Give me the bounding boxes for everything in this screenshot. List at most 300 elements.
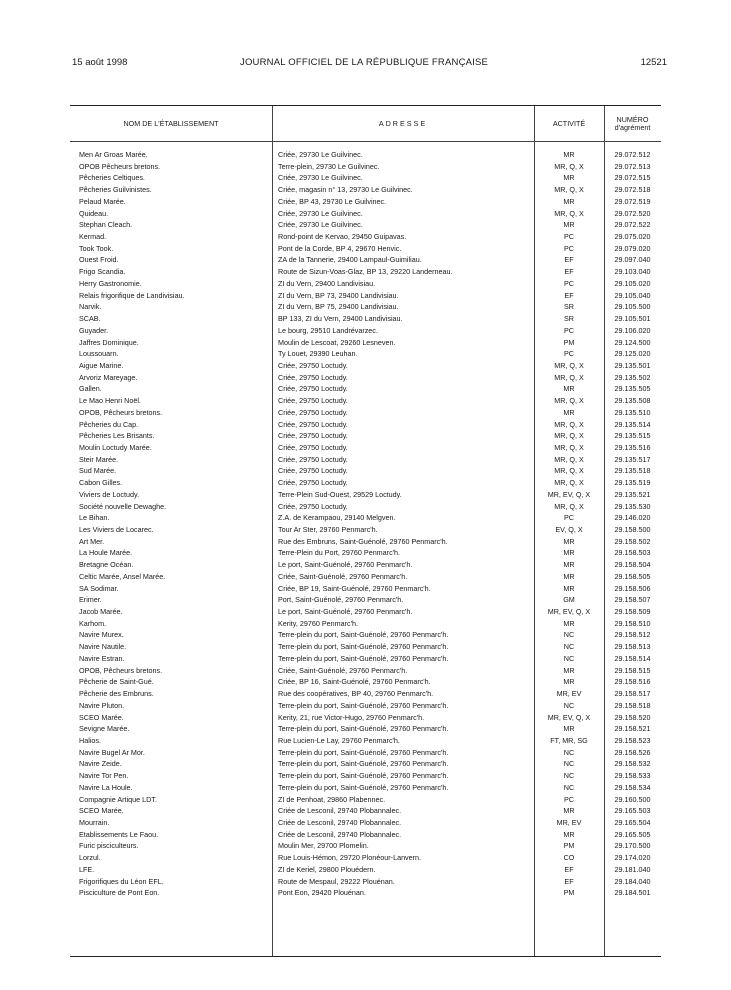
establishment-address: ZA de la Tannerie, 29400 Lampaul-Guimiliau. [278, 255, 422, 265]
establishment-name: Viviers de Loctudy. [79, 489, 140, 499]
establishment-name: Frigorifiques du Léon EFL. [79, 876, 164, 886]
establishment-activity: SR [564, 314, 574, 324]
establishment-activity: MR [563, 150, 575, 159]
table-row [70, 547, 661, 559]
establishment-activity: NC [563, 653, 575, 663]
approval-number: 29.072.520 [614, 208, 651, 218]
approval-number: 29.158.514 [614, 653, 651, 663]
table-row [70, 219, 661, 231]
table-row [70, 758, 661, 770]
table-row [70, 290, 661, 302]
table-row [70, 254, 661, 266]
table-row [70, 430, 661, 442]
establishment-name: Bretagne Océan. [79, 560, 134, 570]
establishment-address: Criée, 29750 Loctudy. [278, 442, 348, 452]
establishment-activity: PC [564, 794, 574, 804]
table-row [70, 817, 661, 829]
table-row [70, 196, 661, 208]
establishment-name: Men Ar Groas Marée. [79, 150, 148, 159]
establishment-address: Rue des Embruns, Saint-Guénolé, 29760 Penmarc'h. [278, 536, 448, 546]
establishment-address: Criée, 29750 Loctudy. [278, 384, 348, 394]
column-header-nom: NOM DE L'ÉTABLISSEMENT [123, 118, 219, 128]
establishment-activity: MR [563, 829, 575, 839]
establishment-activity: MR [563, 571, 575, 581]
establishment-address: Moulin de Lescoat, 29260 Lesneven. [278, 337, 396, 347]
establishment-name: Karhom. [79, 618, 107, 628]
establishment-name: Pêcheries Celtiques. [79, 173, 145, 183]
establishment-name: Le Mao Henri Noël. [79, 396, 141, 406]
establishment-name: Navire La Houle. [79, 782, 133, 792]
approval-number: 29.146.020 [614, 513, 651, 523]
establishment-address: BP 133, ZI du Vern, 29400 Landivisiau. [278, 314, 403, 324]
establishment-activity: EF [564, 267, 574, 277]
establishment-address: Kerity, 29760 Penmarc'h. [278, 618, 358, 628]
approval-number: 29.072.515 [614, 173, 651, 183]
establishment-name: Navire Bugel Ar Mor. [79, 747, 145, 757]
table-row [70, 782, 661, 794]
column-header-numero-line1: NUMÉRO [616, 114, 649, 124]
establishment-name: Sevigne Marée. [79, 724, 130, 734]
table-row [70, 712, 661, 724]
establishment-address: Criée, BP 19, Saint-Guénolé, 29760 Penmarc'h. [278, 583, 431, 593]
establishment-activity: NC [563, 771, 575, 781]
establishment-activity: PC [564, 325, 574, 335]
approval-number: 29.072.518 [614, 185, 651, 195]
approval-number: 29.072.519 [614, 196, 651, 206]
approval-number: 29.072.513 [614, 161, 651, 171]
establishment-address: Criée, Saint-Guénolé, 29760 Penmarc'h. [278, 665, 408, 675]
approval-number: 29.135.516 [614, 442, 651, 452]
table-row [70, 243, 661, 255]
establishment-address: Terre-plein du port, Saint-Guénolé, 29760 Penmarc'h. [278, 759, 449, 769]
establishment-address: Terre-plein du port, Saint-Guénolé, 29760 Penmarc'h. [278, 724, 449, 734]
establishment-name: Art Mer. [79, 536, 105, 546]
table-row [70, 594, 661, 606]
establishment-activity: MR [563, 407, 575, 417]
table-row [70, 383, 661, 395]
establishment-name: Pêcherie de Saint-Gué. [79, 677, 154, 687]
establishment-activity: PM [563, 888, 575, 898]
establishment-activity: PC [564, 232, 574, 242]
approval-number: 29.135.518 [614, 466, 651, 476]
approval-number: 29.105.040 [614, 290, 651, 300]
establishment-name: OPOB Pêcheurs bretons. [79, 161, 161, 171]
establishment-address: Port, Saint-Guénolé, 29760 Penmarc'h. [278, 595, 404, 605]
establishment-activity: MR [563, 560, 575, 570]
establishment-address: Terre-plein du port, Saint-Guénolé, 29760 Penmarc'h. [278, 630, 449, 640]
table-row [70, 208, 661, 220]
approval-number: 29.135.502 [614, 372, 651, 382]
establishment-address: Terre-Plein du Port, 29760 Penmarc'h. [278, 548, 401, 558]
header-page-number: 12521 [640, 57, 667, 68]
establishment-address: Rue Lucien-Le Lay, 29760 Penmarc'h. [278, 735, 400, 745]
table-row [70, 747, 661, 759]
column-header-numero-line2: d'agrément [614, 122, 651, 132]
establishment-activity: MR [563, 618, 575, 628]
table-row [70, 301, 661, 313]
establishment-name: Pêcheries du Cap. [79, 419, 139, 429]
table-row [70, 700, 661, 712]
approval-number: 29.165.503 [614, 806, 651, 816]
establishment-address: Criée, BP 43, 29730 Le Guilvinec. [278, 196, 387, 206]
approval-number: 29.079.020 [614, 243, 651, 253]
table-row [70, 805, 661, 817]
table-row [70, 852, 661, 864]
establishment-activity: FT, MR, SG [550, 735, 588, 745]
establishment-address: Criée, 29730 Le Guilvinec. [278, 173, 363, 183]
establishment-name: Pêcherie des Embruns. [79, 689, 154, 699]
establishment-address: Terre-plein du port, Saint-Guénolé, 29760 Penmarc'h. [278, 782, 449, 792]
establishment-name: Navire Murex. [79, 630, 124, 640]
approval-number: 29.135.501 [614, 360, 651, 370]
establishment-activity: MR [563, 583, 575, 593]
establishment-activity: MR, EV, Q, X [547, 489, 591, 499]
establishment-address: Z.A. de Kerampaou, 29140 Melgven. [278, 513, 396, 523]
approval-number: 29.158.517 [614, 689, 651, 699]
establishment-name: Pisciculture de Pont Eon. [79, 888, 160, 898]
establishment-address: Criée, 29750 Loctudy. [278, 454, 348, 464]
establishment-address: Terre-plein, 29730 Le Guilvinec. [278, 161, 380, 171]
establishment-activity: NC [563, 642, 575, 652]
approval-number: 29.158.509 [614, 607, 651, 617]
establishment-activity: MR [563, 548, 575, 558]
approval-number: 29.135.521 [614, 489, 651, 499]
establishment-address: Criée, 29750 Loctudy. [278, 407, 348, 417]
approval-number: 29.160.500 [614, 794, 651, 804]
establishment-address: ZI du Vern, BP 75, 29400 Landivisiau. [278, 302, 399, 312]
approval-number: 29.158.503 [614, 548, 651, 558]
table-row [70, 278, 661, 290]
table-row [70, 606, 661, 618]
table-row [70, 876, 661, 888]
establishment-name: LFE. [79, 864, 95, 874]
establishment-address: Criée, 29730 Le Guilvinec. [278, 208, 363, 218]
table-row [70, 512, 661, 524]
establishment-name: Navire Nautile. [79, 642, 127, 652]
table-row [70, 536, 661, 548]
establishment-activity: MR, Q, X [554, 478, 584, 488]
approval-number: 29.135.530 [614, 501, 651, 511]
approval-number: 29.170.500 [614, 841, 651, 851]
establishment-address: Route de Sizun-Voas-Glaz, BP 13, 29220 Landerneau. [278, 267, 453, 277]
establishment-activity: MR, EV, Q, X [547, 607, 591, 617]
table-row [70, 665, 661, 677]
establishment-name: Pelaud Marée. [79, 196, 126, 206]
establishment-name: Cabon Gilles. [79, 478, 123, 488]
establishment-name: Guyader. [79, 325, 109, 335]
establishment-name: Kermad. [79, 232, 107, 242]
establishment-address: Rue des coopératives, BP 40, 29760 Penmarc'h. [278, 689, 434, 699]
establishment-activity: NC [563, 747, 575, 757]
column-header-activite: ACTIVITÉ [552, 118, 586, 128]
approval-number: 29.165.505 [614, 829, 651, 839]
establishment-activity: MR, Q, X [554, 161, 584, 171]
header-journal-title: JOURNAL OFFICIEL DE LA RÉPUBLIQUE FRANÇAISE [240, 57, 489, 68]
establishment-address: Terre-Plein Sud-Ouest, 29529 Loctudy. [278, 489, 402, 499]
establishment-name: Aigue Marine. [79, 360, 124, 370]
table-row [70, 770, 661, 782]
table-row [70, 337, 661, 349]
establishment-activity: MR [563, 196, 575, 206]
table-body [70, 149, 661, 899]
establishment-address: Kerity, 21, rue Victor-Hugo, 29760 Penmarc'h. [278, 712, 425, 722]
establishment-name: Narvik. [79, 302, 102, 312]
establishment-name: Jaffres Dominique. [79, 337, 139, 347]
establishment-name: Frigo Scandia. [79, 267, 126, 277]
establishment-address: ZI du Vern, 29400 Landivisiau. [278, 278, 376, 288]
approval-number: 29.158.512 [614, 630, 651, 640]
establishment-address: Criée de Lesconil, 29740 Plobannalec. [278, 817, 402, 827]
establishment-address: Criée de Lesconil, 29740 Plobannalec. [278, 829, 402, 839]
table-row [70, 735, 661, 747]
table-row [70, 184, 661, 196]
establishment-activity: PM [563, 337, 575, 347]
establishment-activity: NC [563, 759, 575, 769]
establishment-name: Furic pisciculteurs. [79, 841, 139, 851]
establishment-address: Criée, 29750 Loctudy. [278, 372, 348, 382]
establishment-activity: MR, Q, X [554, 396, 584, 406]
approval-number: 29.158.506 [614, 583, 651, 593]
establishment-address: Terre-plein du port, Saint-Guénolé, 29760 Penmarc'h. [278, 747, 449, 757]
approval-number: 29.158.510 [614, 618, 651, 628]
table-row [70, 501, 661, 513]
column-header-numero [604, 106, 661, 141]
establishment-name: Jacob Marée. [79, 607, 123, 617]
establishment-activity: MR, Q, X [554, 419, 584, 429]
establishment-address: Terre-plein du port, Saint-Guénolé, 29760 Penmarc'h. [278, 653, 449, 663]
approval-number: 29.158.521 [614, 724, 651, 734]
establishment-address: Criée, 29750 Loctudy. [278, 501, 348, 511]
establishment-address: Rond-point de Kervao, 29450 Guipavas. [278, 232, 407, 242]
establishment-address: Terre-plein du port, Saint-Guénolé, 29760 Penmarc'h. [278, 700, 449, 710]
table-row [70, 407, 661, 419]
establishment-name: Mourrain. [79, 817, 110, 827]
table-row [70, 618, 661, 630]
establishment-name: OPOB, Pêcheurs bretons. [79, 665, 163, 675]
establishment-activity: PC [564, 349, 574, 359]
establishment-activity: MR, Q, X [554, 208, 584, 218]
establishment-address: Le bourg, 29510 Landrévarzec. [278, 325, 378, 335]
approval-number: 29.103.040 [614, 267, 651, 277]
approval-number: 29.158.515 [614, 665, 651, 675]
establishment-address: Criée, 29730 Le Guilvinec. [278, 220, 363, 230]
establishment-name: Etablissements Le Faou. [79, 829, 159, 839]
approval-number: 29.158.532 [614, 759, 651, 769]
establishment-activity: MR, Q, X [554, 185, 584, 195]
establishment-name: Moulin Loctudy Marée. [79, 442, 152, 452]
table-row [70, 864, 661, 876]
table-row [70, 360, 661, 372]
approval-number: 29.158.513 [614, 642, 651, 652]
establishment-activity: MR, Q, X [554, 360, 584, 370]
establishment-address: ZI de Penhoat, 29860 Plabennec. [278, 794, 386, 804]
header-date: 15 août 1998 [72, 57, 128, 68]
establishment-address: Criée, 29750 Loctudy. [278, 466, 348, 476]
approval-number: 29.158.520 [614, 712, 651, 722]
establishment-activity: MR, Q, X [554, 466, 584, 476]
approval-number: 29.135.510 [614, 407, 651, 417]
table-row [70, 794, 661, 806]
establishment-activity: GM [563, 595, 575, 605]
approval-number: 29.158.534 [614, 782, 651, 792]
establishment-activity: EF [564, 290, 574, 300]
table-row [70, 641, 661, 653]
table-row [70, 676, 661, 688]
table-row [70, 348, 661, 360]
establishment-address: Tour Ar Ster, 29760 Penmarc'h. [278, 525, 378, 534]
establishment-address: Route de Mespaul, 29222 Plouénan. [278, 876, 395, 886]
establishment-activity: NC [563, 630, 575, 640]
establishment-address: Criée, 29750 Loctudy. [278, 360, 348, 370]
table-row [70, 688, 661, 700]
establishment-activity: PC [564, 278, 574, 288]
establishment-activity: MR [563, 677, 575, 687]
establishment-name: Quideau. [79, 208, 109, 218]
establishment-address: Criée, 29750 Loctudy. [278, 396, 348, 406]
establishment-activity: MR [563, 173, 575, 183]
approval-number: 29.125.020 [614, 349, 651, 359]
approval-number: 29.184.501 [614, 888, 651, 898]
establishment-address: Criée de Lesconil, 29740 Plobannalec. [278, 806, 402, 816]
establishment-address: Criée, 29750 Loctudy. [278, 478, 348, 488]
establishment-name: Ouest Froid. [79, 255, 119, 265]
establishment-name: Gallen. [79, 384, 102, 394]
approval-number: 29.072.522 [614, 220, 651, 230]
establishment-activity: SR [564, 302, 574, 312]
establishment-address: ZI du Vern, BP 73, 29400 Landivisiau. [278, 290, 399, 300]
establishment-address: Le port, Saint-Guénolé, 29760 Penmarc'h. [278, 560, 413, 570]
table-row [70, 419, 661, 431]
table-row [70, 571, 661, 583]
establishment-address: Criée, magasin n° 13, 29730 Le Guilvinec. [278, 185, 413, 195]
establishment-address: Criée, 29750 Loctudy. [278, 419, 348, 429]
table-row [70, 231, 661, 243]
establishment-address: Criée, 29750 Loctudy. [278, 431, 348, 441]
establishment-name: Lorzul. [79, 853, 101, 863]
establishment-activity: MR [563, 724, 575, 734]
establishment-activity: MR, Q, X [554, 431, 584, 441]
table-row [70, 477, 661, 489]
establishment-name: Relais frigorifique de Landivisiau. [79, 290, 185, 300]
establishment-activity: MR [563, 536, 575, 546]
approval-number: 29.097.040 [614, 255, 651, 265]
establishment-name: Navire Estran. [79, 653, 125, 663]
establishment-name: Navire Pluton. [79, 700, 125, 710]
establishment-address: ZI de Keriel, 29800 Plouédern. [278, 864, 376, 874]
approval-number: 29.158.516 [614, 677, 651, 687]
approval-number: 29.135.519 [614, 478, 651, 488]
establishment-address: Criée, BP 16, Saint-Guénolé, 29760 Penmarc'h. [278, 677, 431, 687]
establishment-activity: PC [564, 513, 574, 523]
establishment-name: SA Sodimar. [79, 583, 119, 593]
table-row [70, 172, 661, 184]
table-row [70, 161, 661, 173]
approval-number: 29.135.505 [614, 384, 651, 394]
establishment-name: Compagnie Artique LDT. [79, 794, 157, 804]
establishment-name: Took Took. [79, 243, 114, 253]
establishment-name: Stephan Cleach. [79, 220, 133, 230]
table-row [70, 653, 661, 665]
establishment-activity: EF [564, 864, 574, 874]
table-row [70, 372, 661, 384]
establishment-name: SCEO Marée. [79, 712, 124, 722]
establishment-address: Terre-plein du port, Saint-Guénolé, 29760 Penmarc'h. [278, 771, 449, 781]
establishment-name: Arvoriz Mareyage. [79, 372, 138, 382]
table-row [70, 266, 661, 278]
table-row [70, 840, 661, 852]
approval-number: 29.165.504 [614, 817, 651, 827]
establishment-activity: MR, EV [556, 817, 582, 827]
table-row [70, 583, 661, 595]
table-row [70, 559, 661, 571]
establishment-activity: MR [563, 665, 575, 675]
approval-number: 29.105.500 [614, 302, 651, 312]
establishment-address: Pont Eon, 29420 Plouénan. [278, 888, 366, 898]
establishment-address: Pont de la Corde, BP 4, 29670 Henvic. [278, 243, 402, 253]
approval-number: 29.105.020 [614, 278, 651, 288]
approval-number: 29.075.020 [614, 232, 651, 242]
establishments-table [70, 105, 661, 957]
establishment-activity: PC [564, 243, 574, 253]
establishment-name: La Houle Marée. [79, 548, 133, 558]
table-row [70, 395, 661, 407]
approval-number: 29.158.504 [614, 560, 651, 570]
approval-number: 29.174.020 [614, 853, 651, 863]
establishment-name: Navire Zeide. [79, 759, 122, 769]
establishment-activity: PM [563, 841, 575, 851]
establishment-activity: MR, EV [556, 689, 582, 699]
establishment-activity: NC [563, 700, 575, 710]
approval-number: 29.158.502 [614, 536, 651, 546]
establishment-activity: MR, Q, X [554, 454, 584, 464]
establishment-name: Sud Marée. [79, 466, 117, 476]
establishment-name: Steir Marée. [79, 454, 119, 464]
establishment-address: Criée, 29730 Le Guilvinec. [278, 150, 363, 159]
establishment-name: Société nouvelle Dewaghe. [79, 501, 167, 511]
establishment-name: SCAB. [79, 314, 101, 324]
approval-number: 29.158.526 [614, 747, 651, 757]
establishment-address: Rue Louis-Hémon, 29720 Plonéour-Lanvern. [278, 853, 422, 863]
establishment-address: Terre-plein du port, Saint-Guénolé, 29760 Penmarc'h. [278, 642, 449, 652]
establishment-name: Loussouarn. [79, 349, 119, 359]
establishment-activity: MR, Q, X [554, 442, 584, 452]
establishment-activity: MR, EV, Q, X [547, 712, 591, 722]
establishment-name: Celtic Marée, Ansel Marée. [79, 571, 166, 581]
establishment-name: OPOB, Pêcheurs bretons. [79, 407, 163, 417]
establishment-activity: EF [564, 876, 574, 886]
table-row [70, 313, 661, 325]
approval-number: 29.135.508 [614, 396, 651, 406]
establishment-activity: MR, Q, X [554, 372, 584, 382]
approval-number: 29.181.040 [614, 864, 651, 874]
establishment-name: Pêcheries Les Brisants. [79, 431, 155, 441]
establishment-name: Erimer. [79, 595, 102, 605]
establishment-activity: MR [563, 806, 575, 816]
establishment-activity: EV, Q, X [555, 525, 583, 534]
establishment-name: Pêcheries Guilvinistes. [79, 185, 152, 195]
approval-number: 29.135.517 [614, 454, 651, 464]
approval-number: 29.158.523 [614, 735, 651, 745]
table-row [70, 489, 661, 501]
approval-number: 29.184.040 [614, 876, 651, 886]
table-row [70, 465, 661, 477]
table-row [70, 149, 661, 161]
establishment-activity: MR [563, 220, 575, 230]
table-row [70, 442, 661, 454]
establishment-address: Ty Louet, 29390 Leuhan. [278, 349, 358, 359]
establishment-activity: NC [563, 782, 575, 792]
establishment-name: SCEO Marée. [79, 806, 124, 816]
